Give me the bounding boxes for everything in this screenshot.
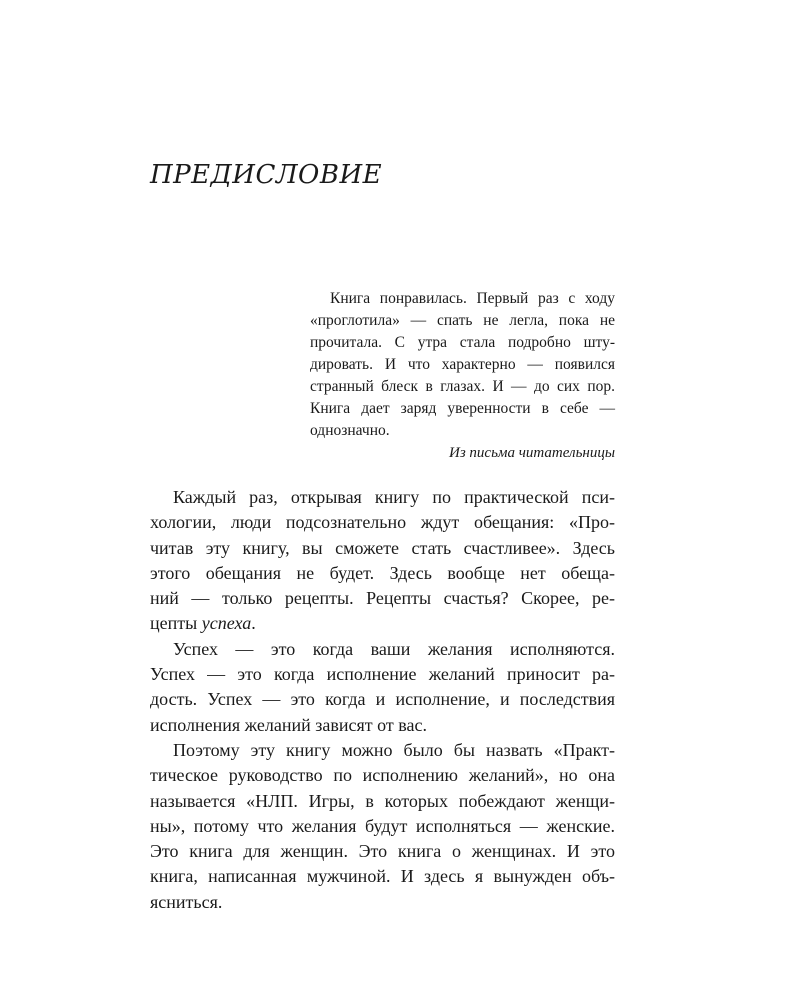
text-line: Успех — это когда ваши желания исполняются. bbox=[173, 638, 615, 659]
text-run: цепты bbox=[150, 613, 202, 634]
chapter-title: ПРЕДИСЛОВИЕ bbox=[150, 160, 383, 190]
text-line: этого обещания не будет. Здесь вообще нет обеща- bbox=[150, 562, 615, 583]
epigraph-line: «проглотила» — спать не легла, пока не bbox=[310, 312, 615, 329]
text-line: исполнения желаний зависят от вас. bbox=[150, 714, 427, 735]
text-line: ны», потому что желания будут исполняться — женские. bbox=[150, 815, 615, 836]
epigraph bbox=[310, 288, 615, 464]
epigraph-line: Книга понравилась. Первый раз с ходу bbox=[330, 290, 615, 307]
emphasized-word: успеха bbox=[201, 613, 252, 634]
epigraph-line: дировать. И что характерно — появился bbox=[310, 356, 615, 373]
text-line: дость. Успех — это когда и исполнение, и последствия bbox=[150, 689, 615, 710]
epigraph-line: прочитала. С утра стала подробно шту- bbox=[310, 334, 615, 351]
text-line: хологии, люди подсознательно ждут обещания: «Про- bbox=[150, 512, 615, 533]
text-line: называется «НЛП. Игры, в которых побеждают женщи- bbox=[150, 790, 615, 811]
text-line: Это книга для женщин. Это книга о женщинах. И это bbox=[150, 841, 615, 862]
text-line: ясниться. bbox=[150, 891, 223, 912]
epigraph-line: Книга дает заряд уверенности в себе — bbox=[310, 400, 615, 417]
body-text bbox=[150, 485, 615, 915]
text-line: Каждый раз, открывая книгу по практической пси- bbox=[173, 487, 615, 507]
text-line bbox=[150, 611, 615, 636]
text-line: книга, написанная мужчиной. И здесь я вынужден объ- bbox=[150, 866, 615, 887]
text-line: Поэтому эту книгу можно было бы назвать «Практ- bbox=[173, 739, 615, 760]
paragraph bbox=[150, 637, 615, 738]
epigraph-line: однозначно. bbox=[310, 422, 390, 439]
epigraph-quote bbox=[310, 288, 615, 442]
epigraph-source: Из письма читательницы bbox=[449, 445, 615, 461]
text-line: читав эту книгу, вы сможете стать счастливее». Здесь bbox=[150, 537, 615, 558]
text-line: ний — только рецепты. Рецепты счастья? Скорее, ре- bbox=[150, 588, 615, 609]
text-run: . bbox=[251, 613, 256, 634]
paragraph bbox=[150, 485, 615, 637]
text-line: Успех — это когда исполнение желаний приносит ра- bbox=[150, 664, 615, 685]
text-line: тическое руководство по исполнению желаний», но она bbox=[150, 765, 615, 786]
paragraph bbox=[150, 738, 615, 915]
epigraph-line: странный блеск в глазах. И — до сих пор. bbox=[310, 378, 615, 395]
